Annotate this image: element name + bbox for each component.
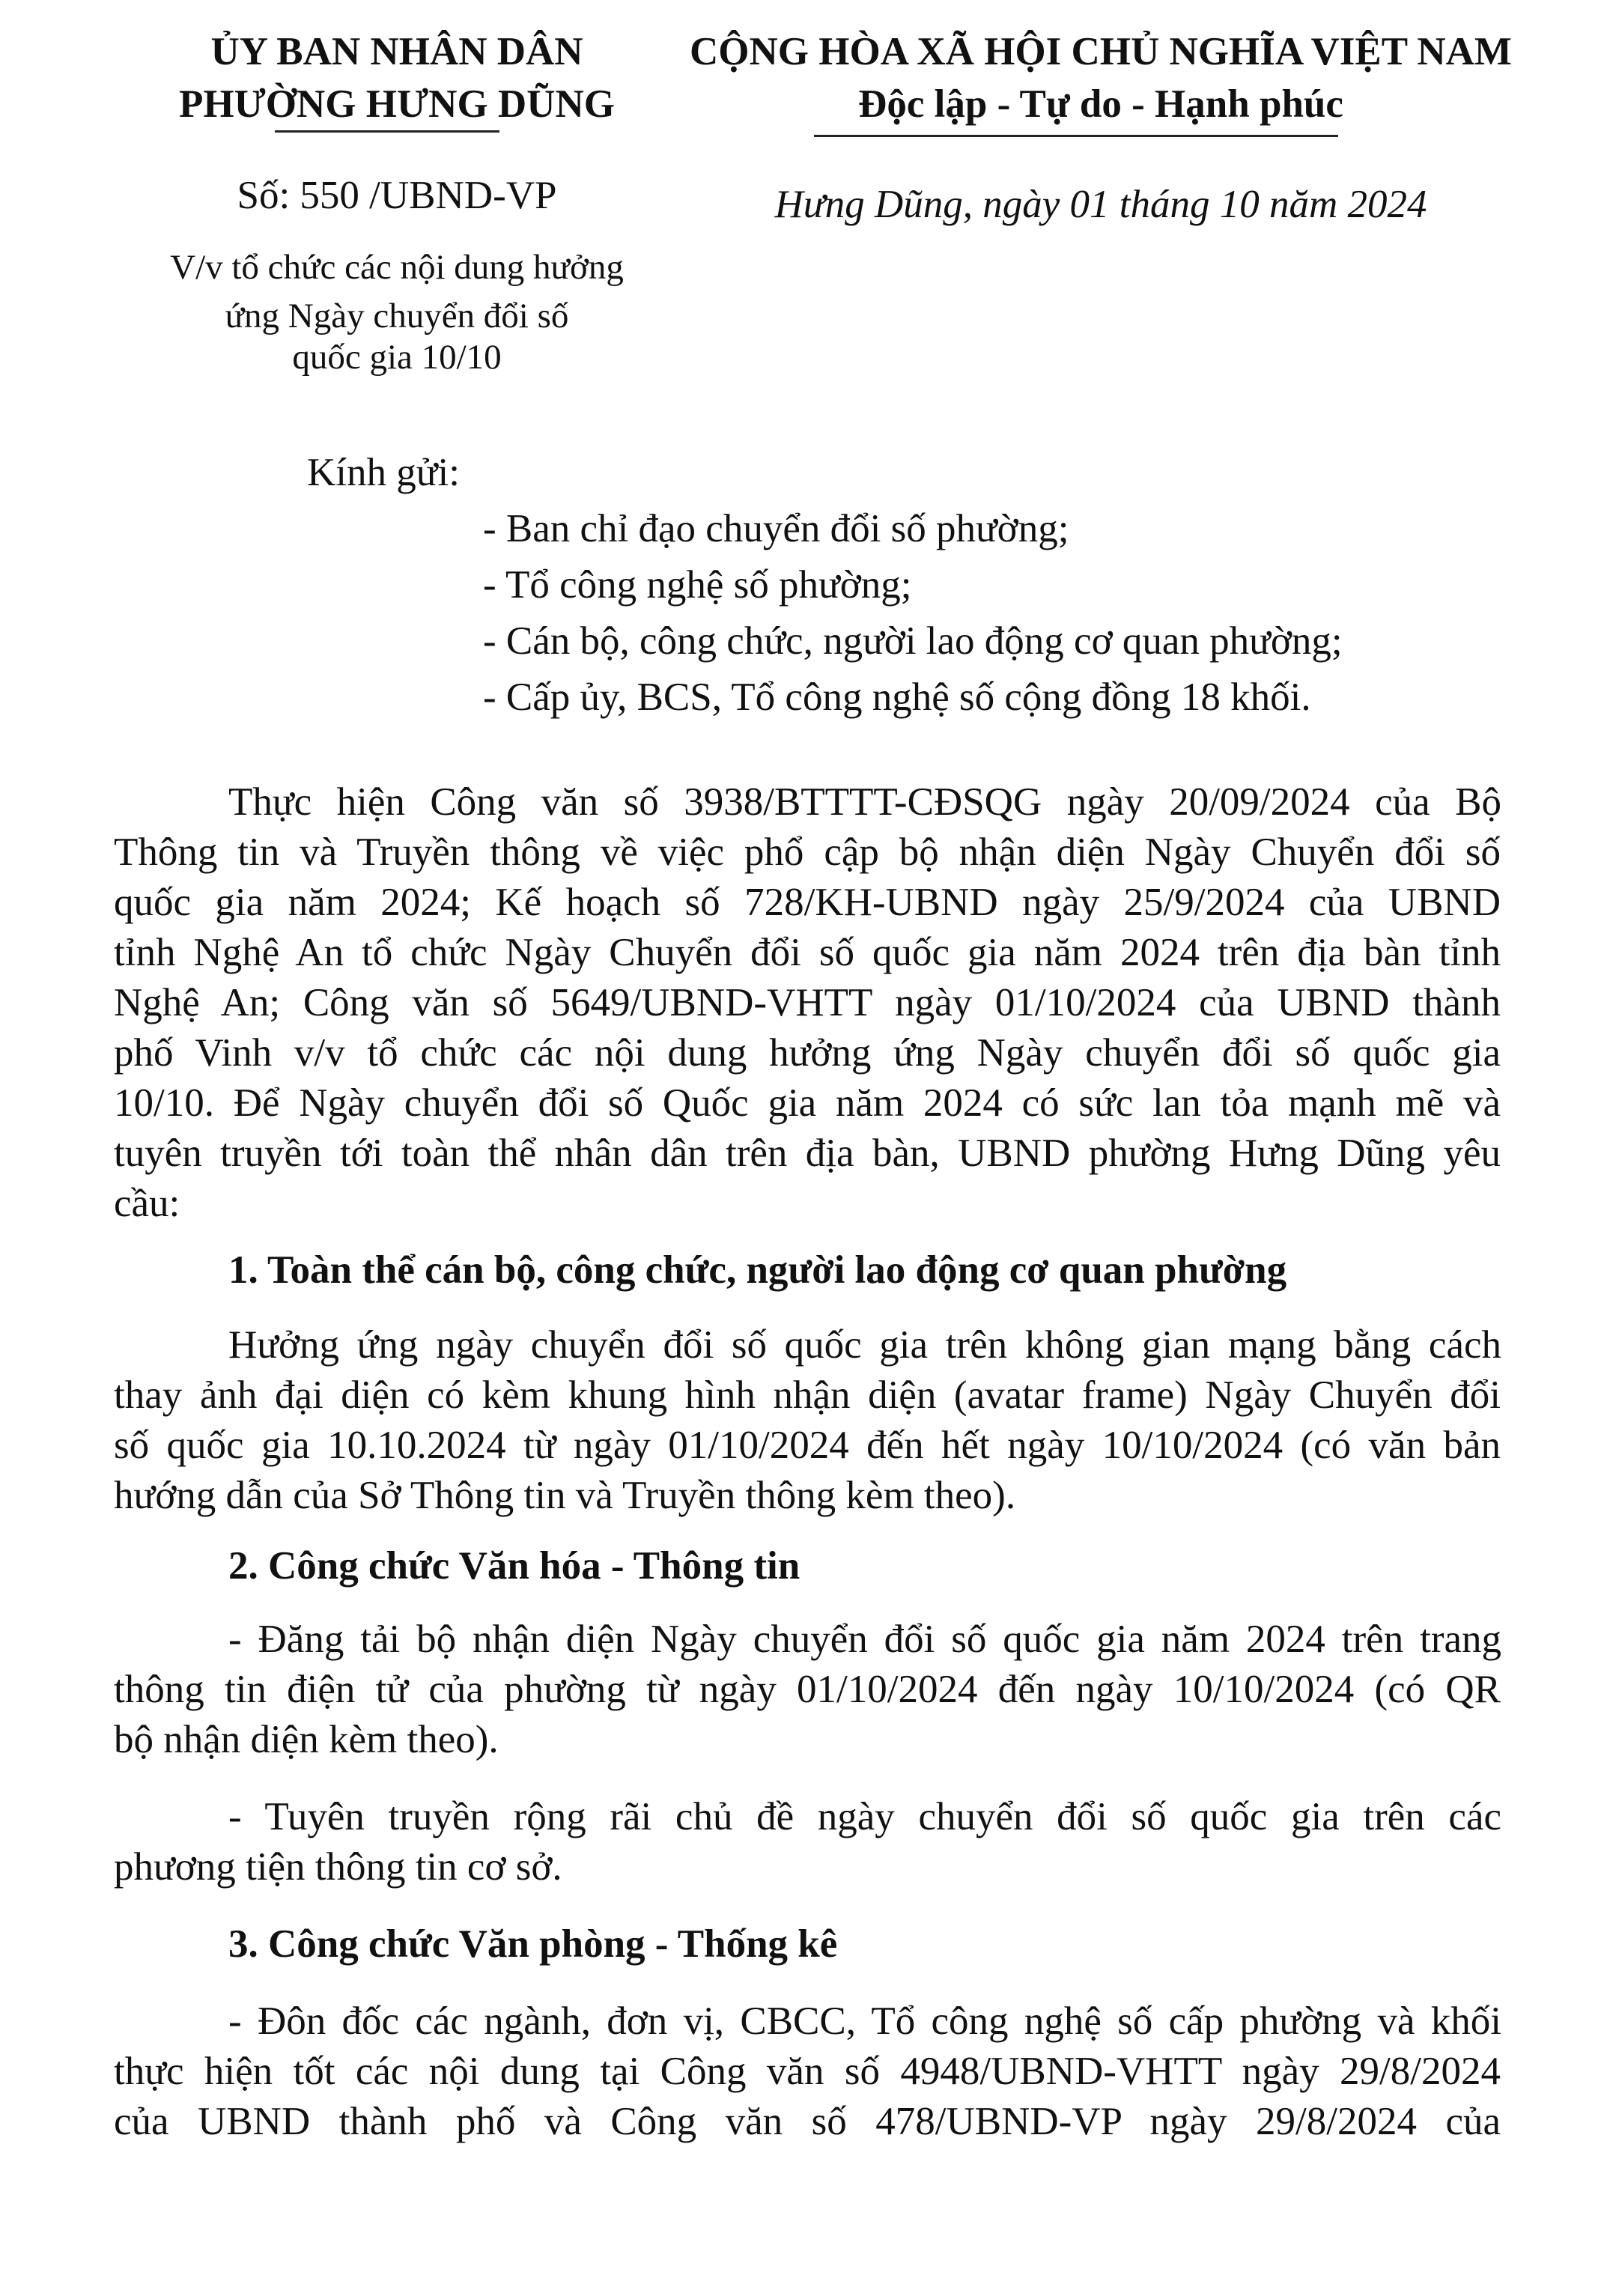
- section-1-line: thay ảnh đại diện có kèm khung hình nhận diện (avatar frame) Ngày Chuyển đổi: [114, 1373, 1501, 1417]
- intro-line: tuyên truyền tới toàn thể nhân dân trên địa bàn, UBND phường Hưng Dũng yêu: [114, 1132, 1501, 1175]
- section-1-line: Hưởng ứng ngày chuyển đổi số quốc gia trên không gian mạng bằng cách: [228, 1323, 1501, 1367]
- section-2-line: - Tuyên truyền rộng rãi chủ đề ngày chuyển đổi số quốc gia trên các: [228, 1795, 1501, 1838]
- section-1-line: hướng dẫn của Sở Thông tin và Truyền thông kèm theo).: [114, 1474, 1016, 1517]
- intro-line: Thông tin và Truyền thông về việc phổ cập bộ nhận diện Ngày Chuyển đổi số: [114, 830, 1501, 874]
- section-1-heading: 1. Toàn thể cán bộ, công chức, người lao động cơ quan phường: [228, 1248, 1287, 1292]
- national-motto: Độc lập - Tự do - Hạnh phúc: [858, 82, 1343, 126]
- recipients-label: Kính gửi:: [307, 451, 460, 494]
- right-header-rule: [814, 135, 1338, 137]
- agency-name: ỦY BAN NHÂN DÂN: [210, 30, 583, 73]
- intro-line: 10/10. Để Ngày chuyển đổi số Quốc gia năm 2024 có sức lan tỏa mạnh mẽ và: [114, 1081, 1501, 1125]
- intro-line: quốc gia năm 2024; Kế hoạch số 728/KH-UBND ngày 25/9/2024 của UBND: [114, 881, 1501, 924]
- section-3-line: thực hiện tốt các nội dung tại Công văn số 4948/UBND-VHTT ngày 29/8/2024: [114, 2050, 1501, 2093]
- document-date: Hưng Dũng, ngày 01 tháng 10 năm 2024: [774, 183, 1427, 226]
- national-title: CỘNG HÒA XÃ HỘI CHỦ NGHĨA VIỆT NAM: [690, 30, 1512, 73]
- recipient-item: - Cán bộ, công chức, người lao động cơ quan phường;: [483, 619, 1343, 663]
- subject-line-1: V/v tổ chức các nội dung hưởng: [170, 248, 624, 287]
- section-2-heading: 2. Công chức Văn hóa - Thông tin: [228, 1544, 800, 1588]
- subject-line-2: ứng Ngày chuyển đổi số: [225, 297, 569, 335]
- subject-line-3: quốc gia 10/10: [292, 338, 502, 377]
- recipient-item: - Tổ công nghệ số phường;: [483, 563, 912, 607]
- left-header-rule: [275, 130, 499, 133]
- recipient-item: - Ban chỉ đạo chuyển đổi số phường;: [483, 507, 1069, 550]
- section-1-line: số quốc gia 10.10.2024 từ ngày 01/10/2024 đến hết ngày 10/10/2024 (có văn bản: [114, 1424, 1501, 1467]
- ward-name: PHƯỜNG HƯNG DŨNG: [179, 82, 615, 126]
- section-3-line: của UBND thành phố và Công văn số 478/UBND-VP ngày 29/8/2024 của: [114, 2100, 1501, 2143]
- intro-line: tỉnh Nghệ An tổ chức Ngày Chuyển đổi số quốc gia năm 2024 trên địa bàn tỉnh: [114, 931, 1501, 974]
- intro-line: Nghệ An; Công văn số 5649/UBND-VHTT ngày 01/10/2024 của UBND thành: [114, 981, 1501, 1024]
- document-number: Số: 550 /UBND-VP: [237, 174, 557, 217]
- section-3-heading: 3. Công chức Văn phòng - Thống kê: [228, 1922, 838, 1966]
- section-2-line: phương tiện thông tin cơ sở.: [114, 1845, 562, 1889]
- recipient-item: - Cấp ủy, BCS, Tổ công nghệ số cộng đồng 18 khối.: [483, 675, 1311, 719]
- intro-line: cầu:: [114, 1182, 180, 1225]
- intro-line: phố Vinh v/v tổ chức các nội dung hưởng ứng Ngày chuyển đổi số quốc gia: [114, 1031, 1501, 1075]
- section-2-line: - Đăng tải bộ nhận diện Ngày chuyển đổi số quốc gia năm 2024 trên trang: [228, 1618, 1501, 1661]
- section-2-line: thông tin điện tử của phường từ ngày 01/10/2024 đến ngày 10/10/2024 (có QR: [114, 1668, 1501, 1711]
- intro-line: Thực hiện Công văn số 3938/BTTTT-CĐSQG ngày 20/09/2024 của Bộ: [228, 780, 1501, 824]
- section-3-line: - Đôn đốc các ngành, đơn vị, CBCC, Tổ công nghệ số cấp phường và khối: [228, 1999, 1501, 2043]
- section-2-line: bộ nhận diện kèm theo).: [114, 1718, 499, 1761]
